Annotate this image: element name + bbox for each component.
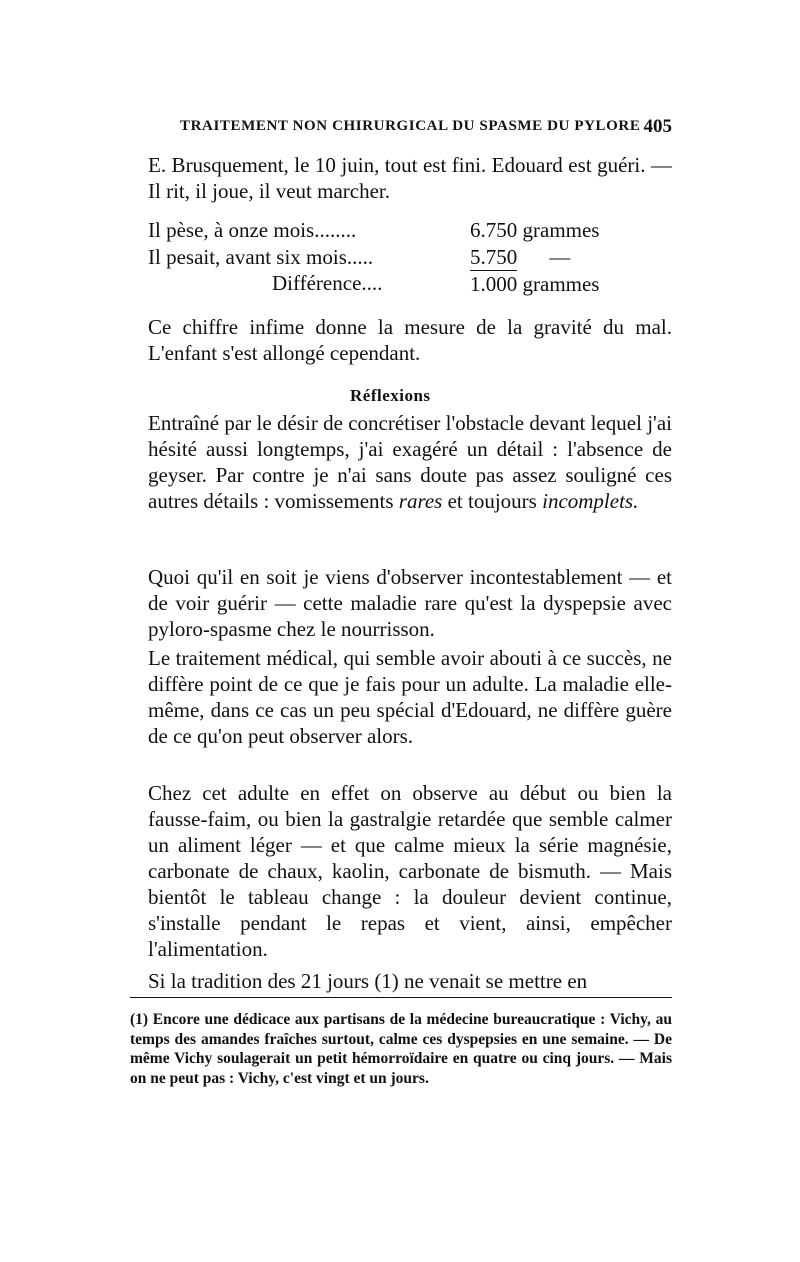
weight-unit: grammes (522, 272, 600, 296)
paragraph-3-emphasis-1: rares (398, 489, 443, 513)
paragraph-3-emphasis-2: incomplets. (542, 489, 639, 513)
weight-value-cell (470, 217, 599, 244)
paragraph-1: E. Brusquement, le 10 juin, tout est fini. Edouard est guéri. — Il rit, il joue, il veut marcher. (148, 153, 672, 203)
weight-label: Il pesait, avant six mois..... (148, 244, 374, 269)
paragraph-2-block (148, 314, 672, 366)
weight-label: Il pèse, à onze mois........ (148, 218, 357, 242)
weight-unit: grammes (522, 218, 600, 242)
paragraph-6: Chez cet adulte en effet on observe au début ou bien la fausse-faim, ou bien la gastralgie retardée que semble calmer un aliment léger — et que calme mieux la série magnésie, carbonate de chaux, kaolin, carbonate de bismuth. — Mais bientôt le tableau change : la douleur devient continue, s'installe pendant le repas et vient, ainsi, empêcher l'alimentation. (148, 781, 672, 961)
weight-value-cell (470, 244, 570, 271)
paragraph-5-block (148, 645, 672, 749)
footnote: (1) Encore une dédicace aux partisans de la médecine bureaucratique : Vichy, au temps des amandes fraîches surtout, calme ces dyspepsies en une semaine. — De même Vichy soulagerait un petit hémorroïdaire en quatre ou cinq jours. — Mais on ne peut pas : Vichy, c'est vingt et un jours. (130, 1011, 672, 1087)
footnote-divider (130, 997, 672, 998)
paragraph-3-text-a: Entraîné par le désir de concrétiser l'obstacle devant lequel j'ai hésité aussi longtemps, j'ai exagéré un détail : l'absence de geyser. Par contre je n'ai sans doute pas assez souligné ces autres détails : vomissements (148, 411, 672, 513)
running-header (180, 118, 672, 140)
section-title: Réflexions (350, 386, 431, 405)
weight-value-cell (470, 270, 599, 298)
weight-value: 5.750 (470, 244, 518, 269)
page-number: 405 (643, 116, 672, 137)
paragraph-3-block (148, 410, 672, 514)
paragraph-7: Si la tradition des 21 jours (1) ne venait se mettre en (148, 969, 588, 993)
weight-label: Différence.... (272, 271, 383, 295)
paragraph-2: Ce chiffre infime donne la mesure de la gravité du mal. L'enfant s'est allongé cependant. (148, 315, 672, 365)
paragraph-3-text-b: et toujours (442, 489, 543, 513)
paragraph-7-block (148, 968, 672, 994)
paragraph-3 (148, 410, 672, 514)
weight-value: 6.750 (470, 218, 518, 242)
running-title: TRAITEMENT NON CHIRURGICAL DU SPASME DU PYLORE (180, 118, 641, 134)
weight-unit: — (549, 244, 571, 269)
weight-row (148, 244, 628, 271)
weight-row (148, 217, 628, 244)
weight-table (148, 217, 628, 297)
paragraph-1-block (148, 152, 672, 204)
paragraph-4-block (148, 564, 672, 642)
paragraph-6-block (148, 780, 672, 962)
paragraph-5: Le traitement médical, qui semble avoir abouti à ce succès, ne diffère point de ce que je fais pour un adulte. La maladie elle-même, dans ce cas un peu spécial d'Edouard, ne diffère guère de ce qu'on peut observer alors. (148, 646, 672, 748)
weight-value: 1.000 (470, 272, 518, 296)
weight-row (148, 270, 628, 297)
paragraph-4: Quoi qu'il en soit je viens d'observer incontestablement — et de voir guérir — cette maladie rare qu'est la dyspepsie avec pyloro-spasme chez le nourrisson. (148, 565, 672, 641)
